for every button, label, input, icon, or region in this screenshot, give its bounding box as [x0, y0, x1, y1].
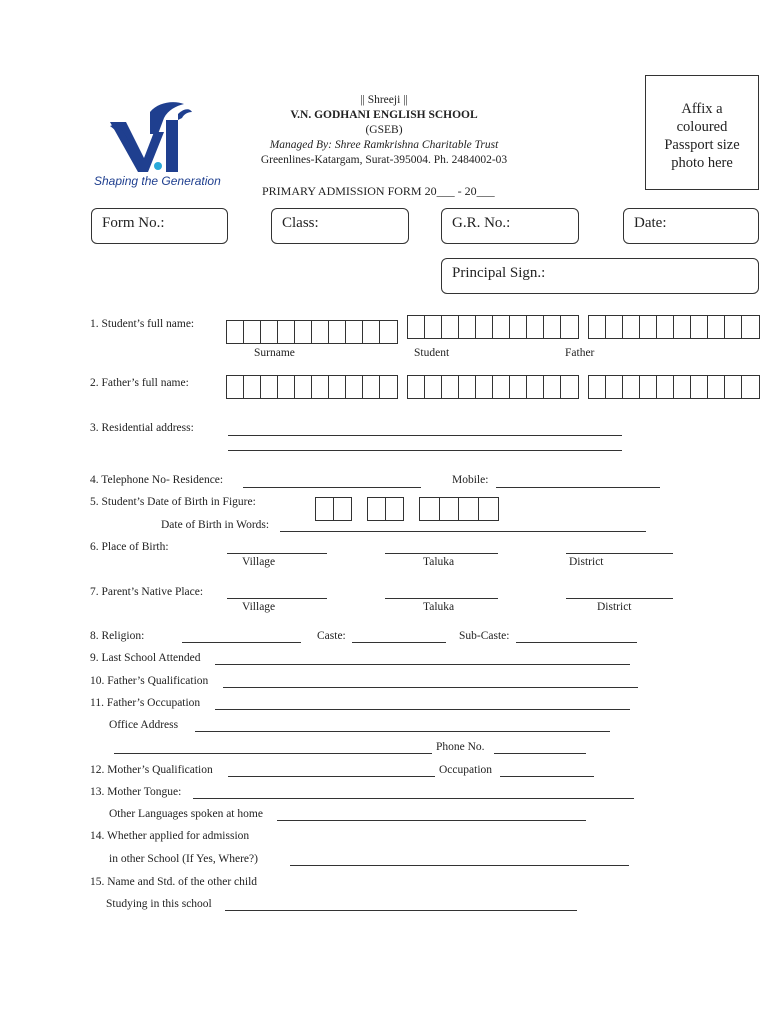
father-first-char-boxes[interactable] — [407, 375, 579, 399]
last-school-label: 9. Last School Attended — [90, 652, 201, 664]
native-village-line[interactable] — [227, 598, 327, 599]
address-line-2[interactable] — [228, 450, 622, 451]
father-occupation-line[interactable] — [215, 709, 630, 710]
caste-line[interactable] — [352, 642, 446, 643]
gr-no-box[interactable] — [441, 208, 579, 244]
gr-no-label: G.R. No.: — [452, 215, 511, 231]
dob-words-label: Date of Birth in Words: — [161, 519, 270, 531]
photo-box — [645, 75, 759, 190]
father-qualification-label: 10. Father’s Qualification — [90, 675, 209, 687]
dob-month-boxes[interactable] — [367, 497, 404, 521]
mother-tongue-label: 13. Mother Tongue: — [90, 786, 182, 798]
father-char-boxes[interactable] — [588, 315, 760, 339]
mother-occupation-label: Occupation — [439, 764, 493, 776]
student-name-label: 1. Student’s full name: — [90, 318, 195, 330]
photo-line-1: Affix a — [681, 101, 723, 117]
father-occupation-label: 11. Father’s Occupation — [90, 697, 201, 709]
other-languages-line[interactable] — [277, 820, 586, 821]
birth-village-line[interactable] — [227, 553, 327, 554]
birth-village-caption: Village — [242, 556, 276, 568]
form-no-box[interactable] — [91, 208, 228, 244]
dob-figure-label: 5. Student’s Date of Birth in Figure: — [90, 496, 256, 508]
dob-words-line[interactable] — [280, 531, 646, 532]
other-school-label: in other School (If Yes, Where?) — [109, 853, 258, 865]
mother-occupation-line[interactable] — [500, 776, 594, 777]
managed-by: Managed By: Shree Ramkrishna Charitable Trust — [269, 139, 499, 151]
photo-line-2: coloured — [676, 119, 728, 135]
phone-no-label: Phone No. — [436, 741, 485, 753]
native-place-label: 7. Parent’s Native Place: — [90, 586, 204, 598]
student-char-boxes[interactable] — [407, 315, 579, 339]
mobile-line[interactable] — [496, 487, 660, 488]
father-caption: Father — [565, 347, 595, 359]
birth-place-label: 6. Place of Birth: — [90, 541, 169, 553]
shreeji-line: || Shreeji || — [360, 94, 408, 106]
photo-line-4: photo here — [671, 155, 733, 171]
other-school-line[interactable] — [290, 865, 629, 866]
class-label: Class: — [282, 215, 319, 231]
native-district-caption: District — [597, 601, 632, 613]
student-caption: Student — [414, 347, 450, 359]
address-label: 3. Residential address: — [90, 422, 194, 434]
office-address-label: Office Address — [109, 719, 179, 731]
address-line-1[interactable] — [228, 435, 622, 436]
studying-label: Studying in this school — [106, 898, 212, 910]
office-address-line[interactable] — [195, 731, 610, 732]
office-phone-line[interactable] — [494, 753, 586, 754]
native-taluka-caption: Taluka — [423, 601, 455, 613]
form-title: PRIMARY ADMISSION FORM 20___ - 20___ — [262, 184, 495, 198]
religion-label: 8. Religion: — [90, 630, 145, 642]
date-label: Date: — [634, 215, 667, 231]
birth-taluka-line[interactable] — [385, 553, 498, 554]
surname-char-boxes[interactable] — [226, 320, 398, 344]
mobile-label: Mobile: — [452, 474, 489, 486]
school-logo — [92, 100, 221, 192]
grandfather-char-boxes[interactable] — [588, 375, 760, 399]
birth-district-line[interactable] — [566, 553, 673, 554]
other-child-label: 15. Name and Std. of the other child — [90, 876, 258, 888]
other-child-line[interactable] — [225, 910, 577, 911]
other-languages-label: Other Languages spoken at home — [109, 808, 263, 820]
applied-label: 14. Whether applied for admission — [90, 830, 250, 842]
board-name: (GSEB) — [365, 124, 403, 136]
principal-sign-label: Principal Sign.: — [452, 265, 546, 281]
office-address-line-2[interactable] — [114, 753, 432, 754]
mother-qualification-label: 12. Mother’s Qualification — [90, 764, 213, 776]
telephone-label: 4. Telephone No- Residence: — [90, 474, 224, 486]
school-name: V.N. GODHANI ENGLISH SCHOOL — [290, 109, 478, 121]
logo-tagline: Shaping the Generation — [94, 174, 221, 188]
religion-line[interactable] — [182, 642, 301, 643]
sub-caste-line[interactable] — [516, 642, 637, 643]
father-surname-char-boxes[interactable] — [226, 375, 398, 399]
photo-line-3: Passport size — [664, 137, 740, 153]
dob-year-boxes[interactable] — [419, 497, 499, 521]
sub-caste-label: Sub-Caste: — [459, 630, 510, 642]
father-qualification-line[interactable] — [223, 687, 638, 688]
last-school-line[interactable] — [215, 664, 630, 665]
school-address: Greenlines-Katargam, Surat-395004. Ph. 2484002-03 — [260, 154, 508, 166]
class-box[interactable] — [271, 208, 409, 244]
dob-day-boxes[interactable] — [315, 497, 352, 521]
father-name-label: 2. Father’s full name: — [90, 377, 189, 389]
mother-tongue-line[interactable] — [193, 798, 634, 799]
date-box[interactable] — [623, 208, 759, 244]
surname-caption: Surname — [254, 347, 295, 359]
birth-district-caption: District — [569, 556, 604, 568]
mother-qualification-line[interactable] — [228, 776, 435, 777]
form-no-label: Form No.: — [102, 215, 165, 231]
caste-label: Caste: — [317, 630, 346, 642]
native-village-caption: Village — [242, 601, 276, 613]
principal-sign-box[interactable] — [441, 258, 759, 294]
native-taluka-line[interactable] — [385, 598, 498, 599]
native-district-line[interactable] — [566, 598, 673, 599]
residence-phone-line[interactable] — [243, 487, 421, 488]
birth-taluka-caption: Taluka — [423, 556, 455, 568]
